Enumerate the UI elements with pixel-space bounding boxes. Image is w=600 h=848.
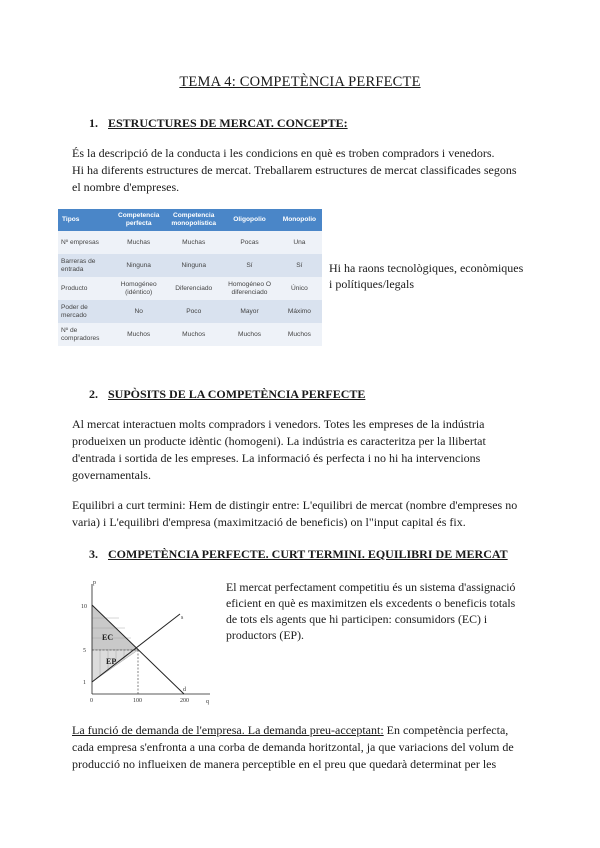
y-tick-label: 5 bbox=[83, 648, 86, 654]
section2-number: 2. bbox=[89, 387, 98, 401]
text-line: de tots els agents que hi participen: consumidors (EC) i bbox=[226, 612, 488, 626]
text-line: Equilibri a curt termini: Hem de distingir entre: L'equilibri de mercat (nombre d'empreses no bbox=[72, 498, 518, 512]
section1-paragraph bbox=[72, 145, 532, 196]
table-cell: No bbox=[112, 300, 165, 323]
table-cell: Nº de compradores bbox=[58, 323, 112, 346]
text-line: d'entrada i sortida de les empreses. La informació és perfecta i no hi ha intervencions bbox=[72, 451, 481, 465]
text-line: productors (EP). bbox=[226, 628, 304, 642]
section1-title: ESTRUCTURES DE MERCAT. CONCEPTE: bbox=[108, 116, 348, 130]
table-header: Competencia monopolística bbox=[165, 209, 222, 231]
table-header: Competencia perfecta bbox=[112, 209, 165, 231]
y-axis-label: p bbox=[93, 580, 96, 586]
text-line bbox=[72, 722, 542, 739]
table-cell: Muchos bbox=[277, 323, 322, 346]
text-line: produeixen un producte idèntic (homogeni). La indústria es caracteritza per la llibertat bbox=[72, 434, 486, 448]
table-header-row bbox=[58, 209, 322, 231]
table-cell: Mayor bbox=[222, 300, 277, 323]
text-line: cada empresa s'enfronta a una corba de demanda horitzontal, ja que variacions del volum de bbox=[72, 740, 514, 754]
x-tick-label: 100 bbox=[133, 698, 142, 704]
section2-title: SUPÒSITS DE LA COMPETÈNCIA PERFECTE bbox=[108, 387, 366, 401]
table-row bbox=[58, 231, 322, 254]
supply-label: s bbox=[181, 615, 184, 621]
table-cell: Producto bbox=[58, 277, 112, 300]
table-cell: Sí bbox=[277, 254, 322, 277]
x-axis-label: q bbox=[206, 699, 209, 705]
text-line: Hi ha raons tecnològiques, econòmiques bbox=[329, 261, 524, 275]
text-line: eficient en què es maximitzen els excedents o beneficis totals bbox=[226, 596, 516, 610]
side-note bbox=[329, 260, 539, 292]
table-header: Oligopolio bbox=[222, 209, 277, 231]
table-cell: Muchas bbox=[165, 231, 222, 254]
table-cell: Una bbox=[277, 231, 322, 254]
table-cell: Sí bbox=[222, 254, 277, 277]
table-row bbox=[58, 323, 322, 346]
table-header: Monopolio bbox=[277, 209, 322, 231]
section3-number: 3. bbox=[89, 547, 98, 561]
table-cell: Pocas bbox=[222, 231, 277, 254]
section3-title: COMPETÈNCIA PERFECTE. CURT TERMINI. EQUILIBRI DE MERCAT bbox=[108, 547, 508, 561]
text-line: Hi ha diferents estructures de mercat. Treballarem estructures de mercat classificades segons bbox=[72, 163, 517, 177]
demand-label: d bbox=[183, 687, 186, 693]
table-cell: Nº empresas bbox=[58, 231, 112, 254]
ep-label: EP bbox=[106, 657, 117, 666]
table-cell: Muchas bbox=[112, 231, 165, 254]
market-structures-table bbox=[58, 209, 322, 346]
text-line: varia) i L'equilibri d'empresa (maximització de beneficis) on l"input capital és fix. bbox=[72, 515, 466, 529]
table-row bbox=[58, 300, 322, 323]
text-line: governamentals. bbox=[72, 468, 151, 482]
section3-paragraph bbox=[226, 579, 515, 643]
table-cell: Poco bbox=[165, 300, 222, 323]
page-title: TEMA 4: COMPETÈNCIA PERFECTE bbox=[179, 74, 421, 90]
text-line: producció no influeixen de manera perceptible en el preu que quedarà determinat per les bbox=[72, 757, 497, 771]
text-line: És la descripció de la conducta i les condicions en què es troben compradors i venedors. bbox=[72, 146, 495, 160]
demand-paragraph bbox=[72, 722, 542, 773]
table-cell: Muchos bbox=[112, 323, 165, 346]
section2-paragraph bbox=[72, 416, 532, 484]
table-cell: Máximo bbox=[277, 300, 322, 323]
text-line: El mercat perfectament competitiu és un sistema d'assignació bbox=[226, 580, 516, 594]
section2-heading bbox=[89, 387, 365, 402]
section1-heading bbox=[89, 116, 348, 131]
section1-number: 1. bbox=[89, 116, 98, 130]
table-cell: Diferenciado bbox=[165, 277, 222, 300]
x-tick-label: 200 bbox=[180, 698, 189, 704]
table-row bbox=[58, 254, 322, 277]
table-cell: Muchos bbox=[222, 323, 277, 346]
table-header: Tipos bbox=[58, 209, 112, 231]
y-tick-label: 10 bbox=[81, 604, 87, 610]
table-cell: Único bbox=[277, 277, 322, 300]
text-line: el nombre d'empreses. bbox=[72, 180, 180, 194]
demand-heading: La funció de demanda de l'empresa. La demanda preu-acceptant: bbox=[72, 723, 384, 737]
short-run-paragraph bbox=[72, 497, 532, 531]
demand-lead: En competència perfecta, bbox=[383, 723, 509, 737]
market-equilibrium-graph bbox=[80, 578, 220, 708]
x-tick-label: 0 bbox=[90, 698, 93, 704]
table-cell: Ninguna bbox=[165, 254, 222, 277]
y-tick-label: 1 bbox=[83, 680, 86, 686]
table-cell: Muchos bbox=[165, 323, 222, 346]
table-cell: Barreras de entrada bbox=[58, 254, 112, 277]
table-cell: Poder de mercado bbox=[58, 300, 112, 323]
table-cell: Homogéneo (idéntico) bbox=[112, 277, 165, 300]
text-line: i polítiques/legals bbox=[329, 277, 414, 291]
table-cell: Homogéneo O diferenciado bbox=[222, 277, 277, 300]
table-row bbox=[58, 277, 322, 300]
table-cell: Ninguna bbox=[112, 254, 165, 277]
text-line: Al mercat interactuen molts compradors i venedors. Totes les empreses de la indústria bbox=[72, 417, 485, 431]
ec-label: EC bbox=[102, 633, 114, 642]
section3-heading bbox=[89, 547, 508, 562]
